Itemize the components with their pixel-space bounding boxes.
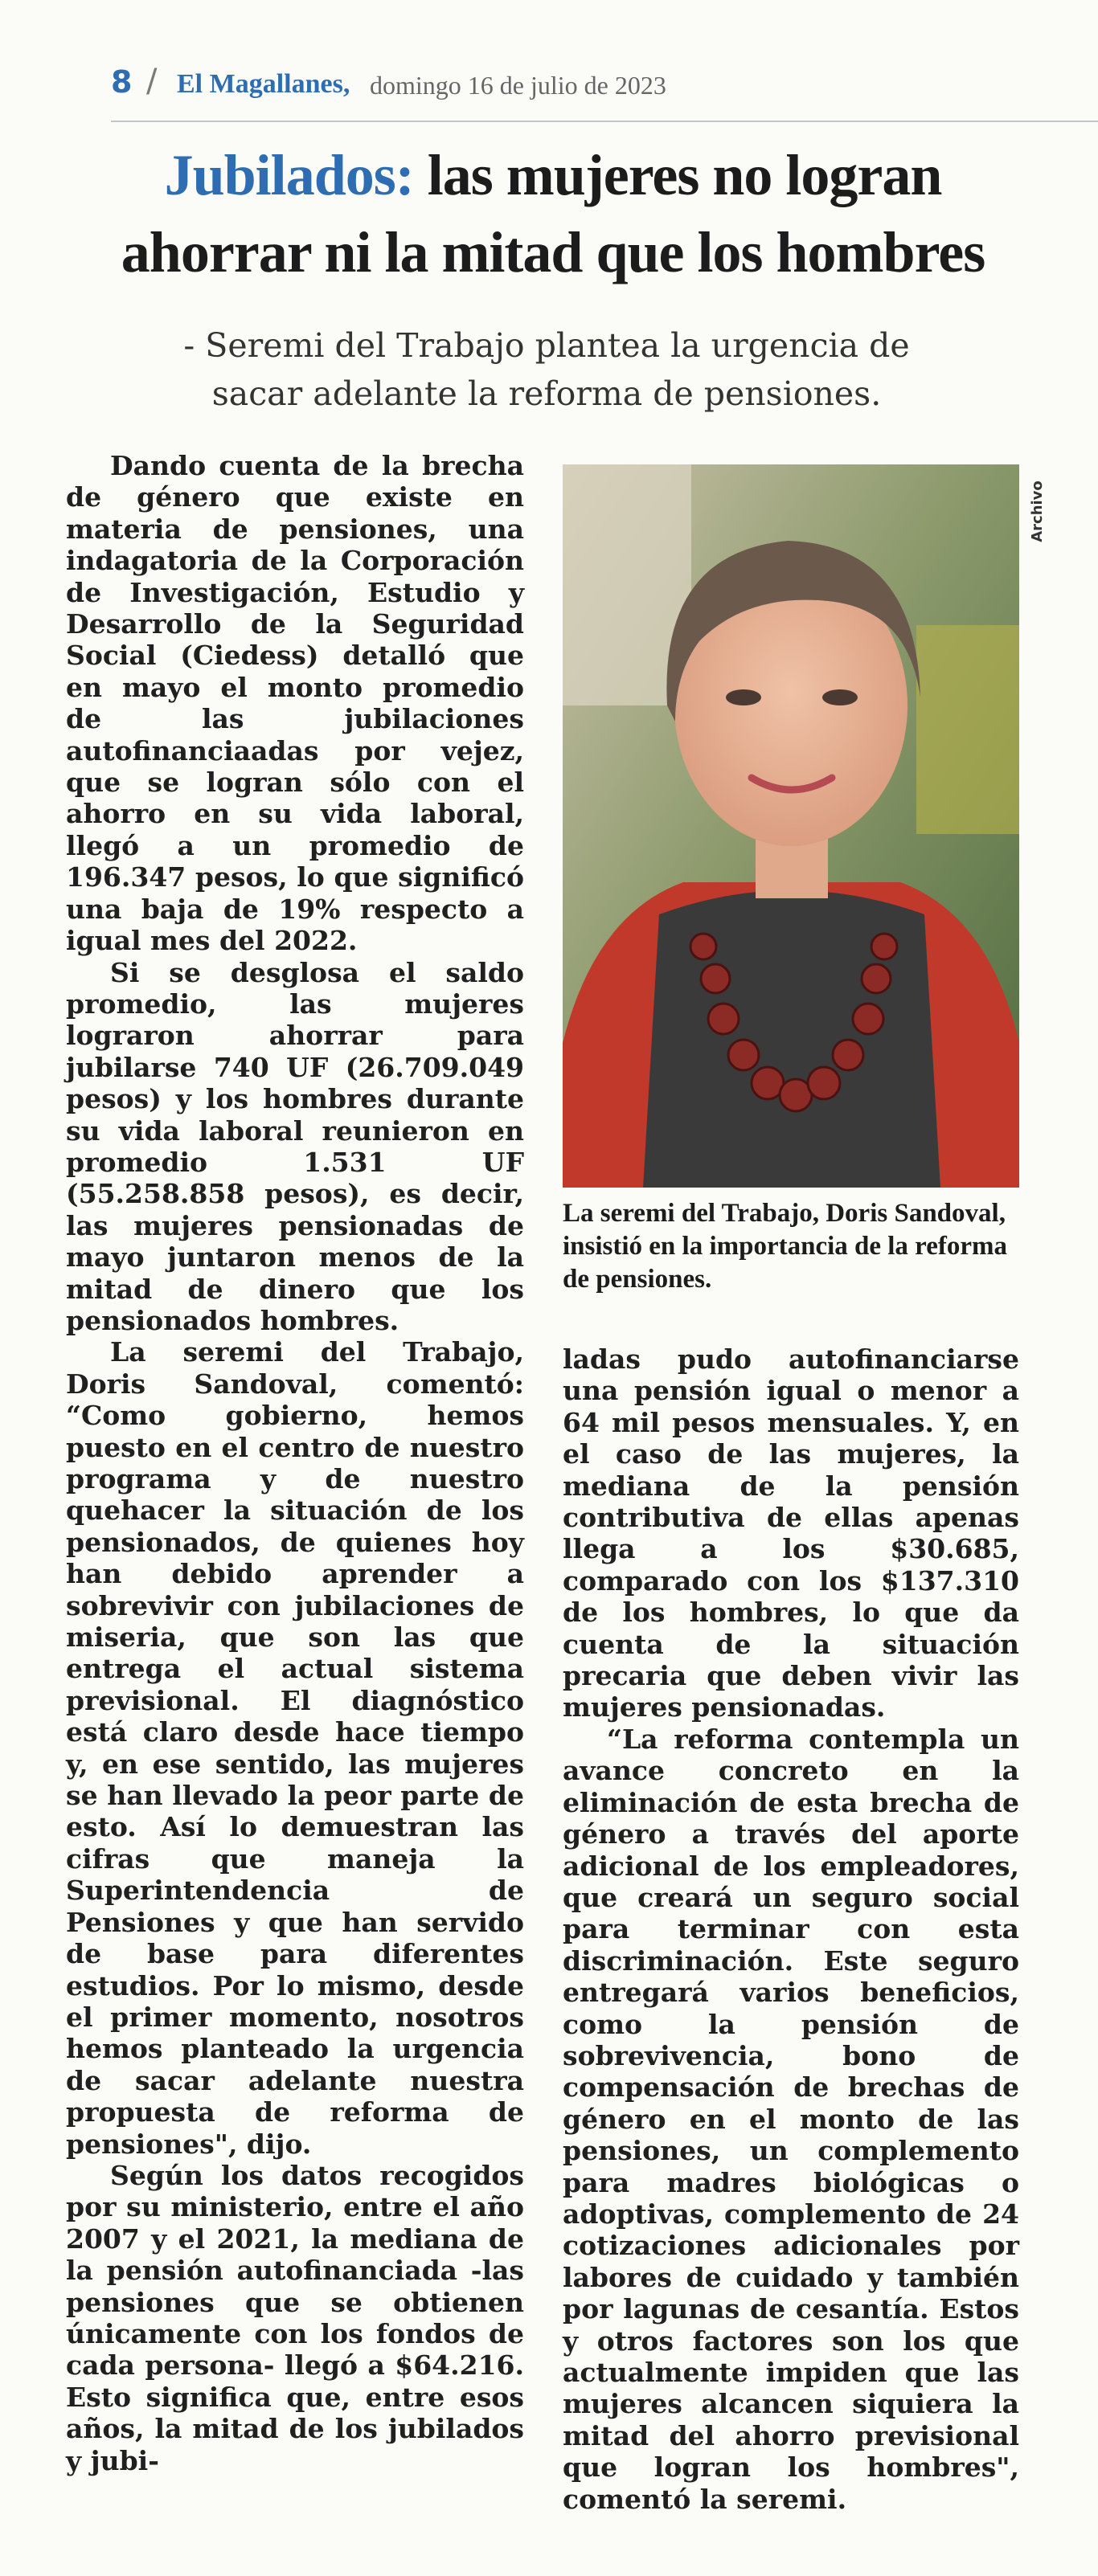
paragraph: Si se desglosa el saldo promedio, las mujeres lograron ahorrar para jubilarse 740 UF (26.709.049 pesos) y los hombres durante su vida laboral reunieron en promedio 1.531 UF (55.258.858 pesos), es decir, las mujeres pensionadas de mayo juntaron menos de la mitad de dinero que los pensionados hombres. — [66, 956, 524, 1336]
paragraph: Según los datos recogidos por su ministerio, entre el año 2007 y el 2021, la mediana de la pensión autofinanciada -las pensiones que se obtienen únicamente con los fondos de cada persona- llegó a $64.216. Esto significa que, entre esos años, la mitad de los jubilados y jubi- — [66, 2159, 524, 2476]
publication-date: domingo 16 de julio de 2023 — [370, 71, 666, 100]
paragraph: Dando cuenta de la brecha de género que existe en materia de pensiones, una indagatoria de la Corporación de Investigación, Estudio y Desarrollo de la Seguridad Social (Ciedess) detalló que en mayo el monto promedio de las jubilaciones autofinanciaadas por vejez, que se logran sólo con el ahorro en su vida laboral, llegó a un promedio de 196.347 pesos, lo que significó una baja de 19% respecto a igual mes del 2022. — [66, 450, 524, 957]
article-column-right — [563, 1343, 1019, 2515]
photo-credit — [1022, 471, 1055, 559]
photo-credit-text: Archivo — [1028, 480, 1046, 542]
paragraph: ladas pudo autofinanciarse una pensión igual o menor a 64 mil pesos mensuales. Y, en el caso de las mujeres, la mediana de la pensión contributiva de ellas apenas llega a los $30.685, comparado con los $137.310 de los hombres, lo que da cuenta de la situación precaria que deben vivir las mujeres pensionadas. — [563, 1343, 1019, 1723]
photo-caption: La seremi del Trabajo, Doris Sandoval, insistió en la importancia de la reforma de pensiones. — [563, 1199, 1008, 1294]
subheadline: - Seremi del Trabajo plantea la urgencia de sacar adelante la reforma de pensiones. — [183, 326, 910, 413]
paragraph: “La reforma contempla un avance concreto en la eliminación de esta brecha de género a través del aporte adicional de los empleadores, que creará un seguro social para terminar con esta discriminación. Este seguro entregará varios beneficios, como la pensión de sobrevivencia, bono de compensación de brechas de género en el monto de las pensiones, un complemento para madres biológicas o adoptivas, complemento de 24 cotizaciones adicionales por labores de cuidado y también por lagunas de cesantía. Estos y otros factores son los que actualmente impiden que las mujeres alcancen siquiera la mitad del ahorro previsional que logran los hombres", comentó la seremi. — [563, 1723, 1019, 2515]
portrait-illustration — [563, 464, 1019, 1188]
header-rule — [111, 121, 1098, 122]
article-column-left — [66, 450, 524, 2476]
page-header — [111, 64, 1075, 121]
headline-kicker: Jubilados: — [164, 143, 414, 207]
portrait-photo — [563, 464, 1019, 1188]
page-number: 8 — [111, 64, 133, 100]
headline-text: las mujeres no logran ahorrar ni la mitad que los hombres — [121, 143, 985, 284]
header-separator: / — [146, 63, 158, 100]
paragraph: La seremi del Trabajo, Doris Sandoval, comentó: “Como gobierno, hemos puesto en el centro de nuestro programa y de nuestro quehacer la situación de los pensionados, de quienes hoy han debido aprender a sobrevivir con jubilaciones de miseria, que son las que entrega el actual sistema previsional. El diagnóstico está claro desde hace tiempo y, en ese sentido, las mujeres se han llevado la peor parte de esto. Así lo demuestran las cifras que maneja la Superintendencia de Pensiones y que han servido de base para diferentes estudios. Por lo mismo, desde el primer momento, nosotros hemos planteado la urgencia de sacar adelante nuestra propuesta de reforma de pensiones", dijo. — [66, 1336, 524, 2160]
headline — [87, 137, 1019, 291]
newspaper-name: El Magallanes, — [177, 69, 350, 99]
